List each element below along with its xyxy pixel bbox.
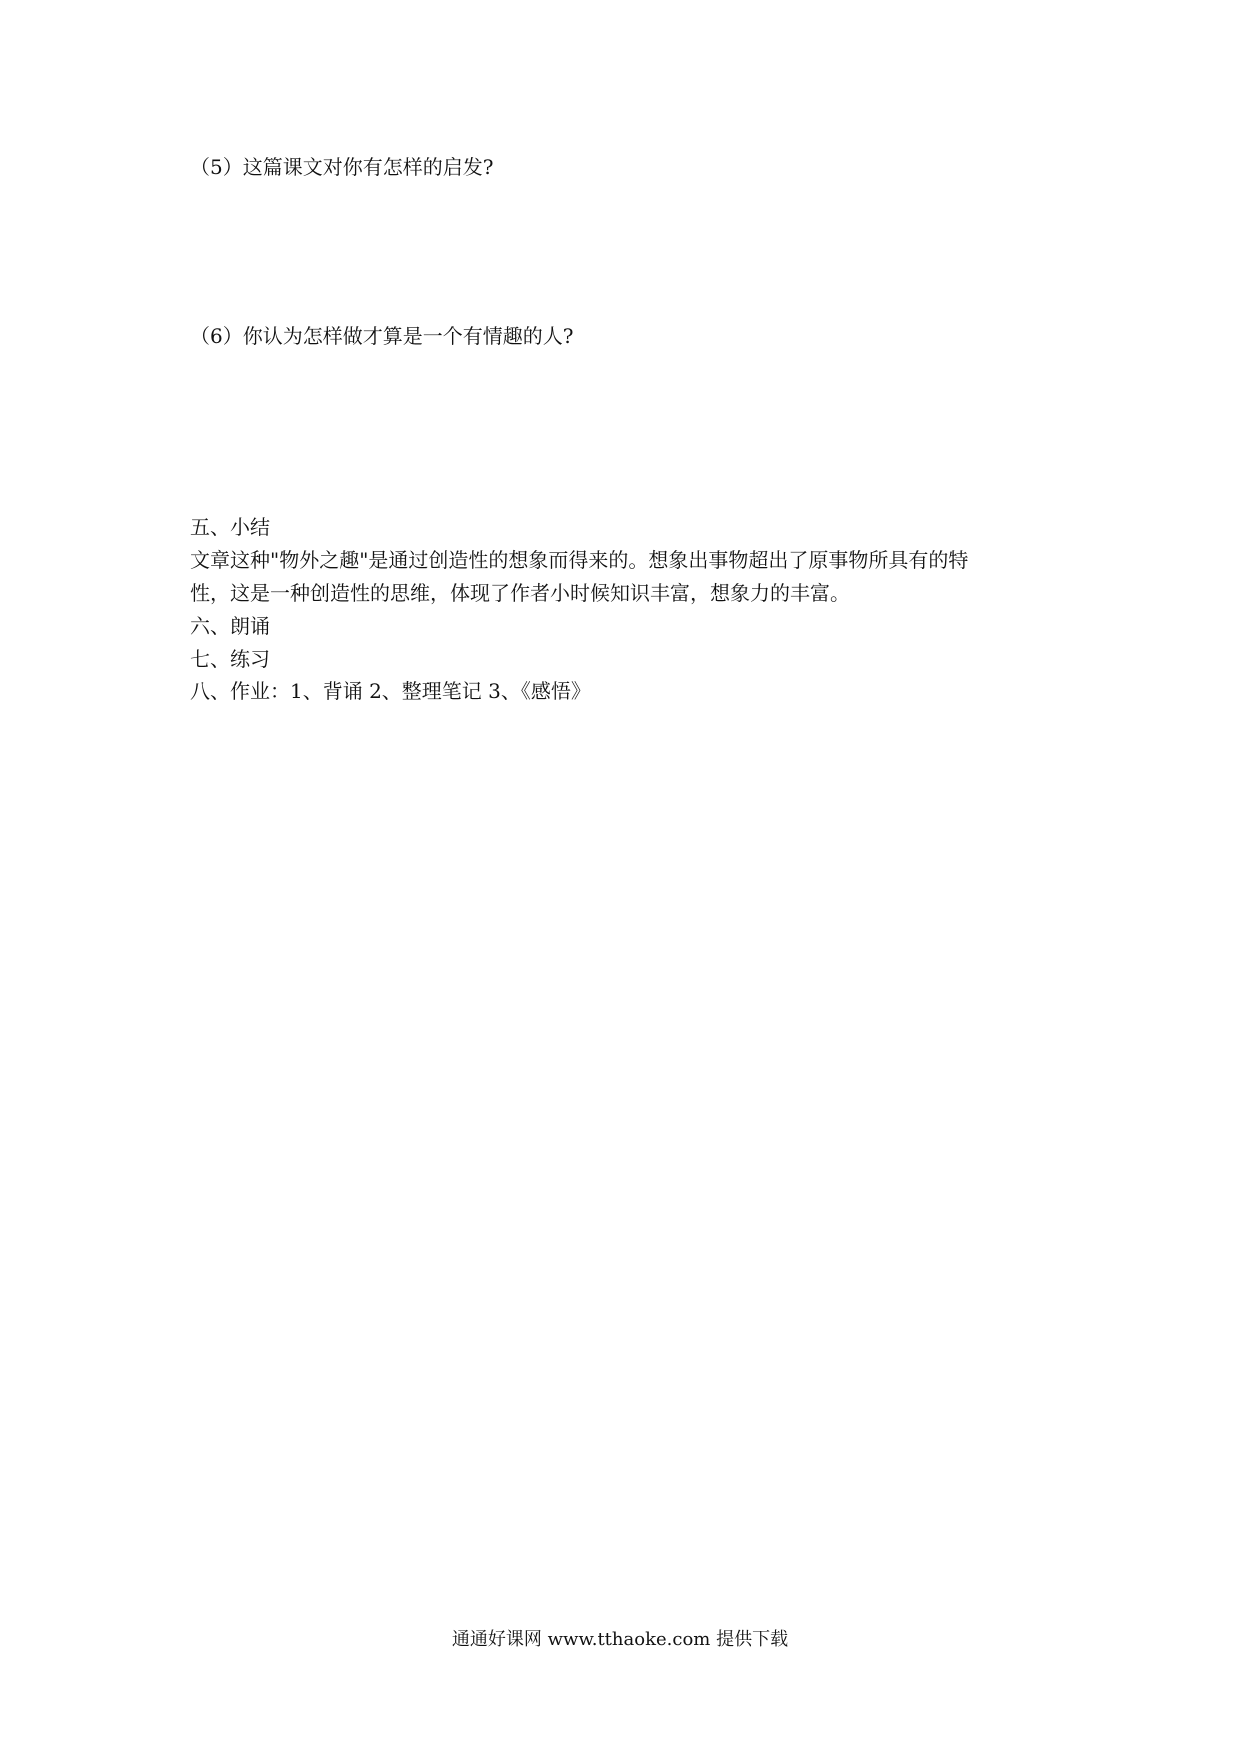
section-homework: 八、作业：1、背诵 2、整理笔记 3、《感悟》 — [190, 679, 591, 703]
page-footer: 通通好课网 www.tthaoke.com 提供下载 — [451, 1629, 789, 1650]
section-recite: 六、朗诵 — [190, 614, 270, 638]
summary-heading: 五、小结 — [190, 515, 270, 539]
question-6: （6）你认为怎样做才算是一个有情趣的人? — [190, 324, 574, 348]
summary-line-1: 文章这种"物外之趣"是通过创造性的想象而得来的。想象出事物超出了原事物所具有的特 — [190, 548, 969, 572]
section-practice: 七、练习 — [190, 647, 270, 671]
summary-line-2: 性，这是一种创造性的思维，体现了作者小时候知识丰富，想象力的丰富。 — [190, 581, 850, 605]
question-5: （5）这篇课文对你有怎样的启发? — [190, 155, 494, 179]
